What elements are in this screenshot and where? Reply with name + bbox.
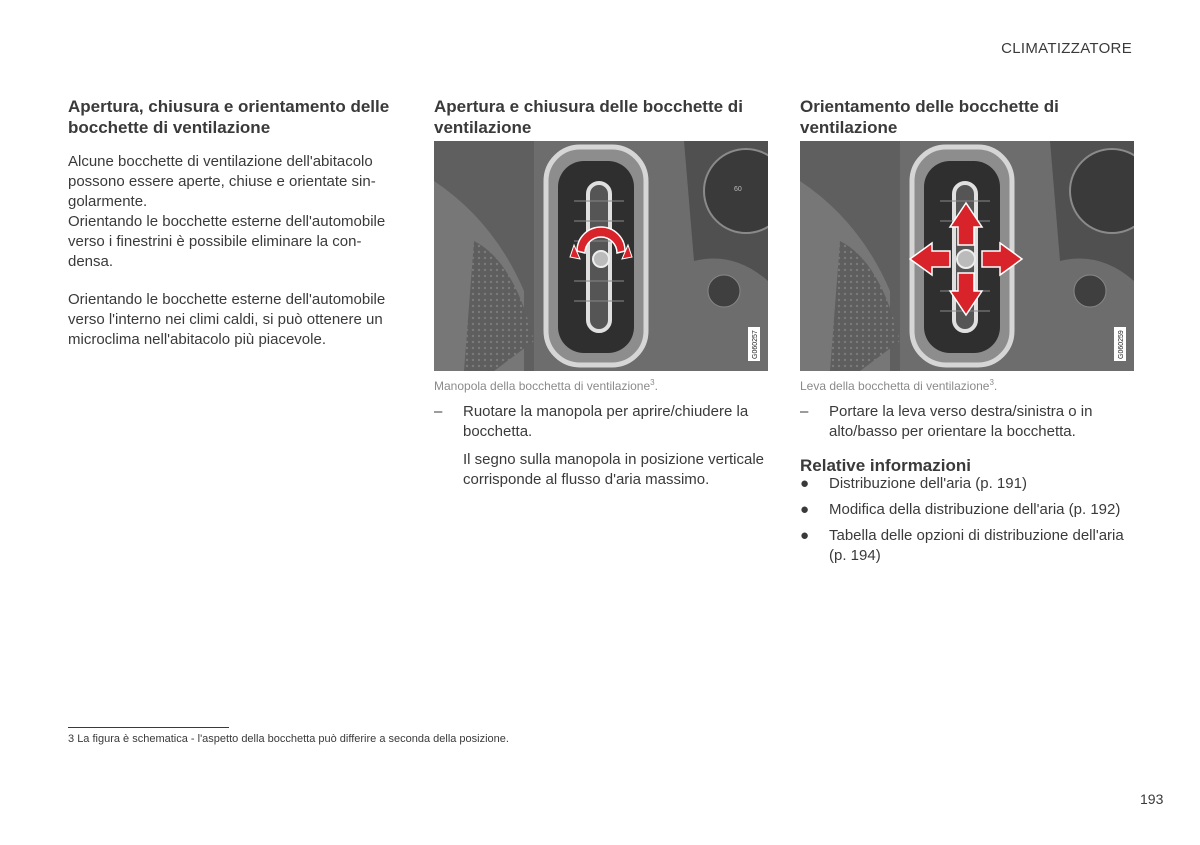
page-number: 193 [1140, 791, 1164, 807]
related-info-heading: Relative informazioni [800, 456, 971, 475]
orientation-column [800, 96, 1134, 138]
lead-paragraph: Alcune bocchette di ventilazione dell'abitacolo possono essere aperte, chiuse e orientate sin-golarmente. [68, 153, 376, 210]
rotate-step-text: Ruotare la manopola per aprire/chiudere la bocchetta. [463, 403, 749, 440]
footnote: 3 La figura è schematica - l'aspetto della bocchetta può differire a seconda della posizione. [68, 733, 509, 745]
figure-code-label: G060257 [752, 330, 759, 359]
related-link-change-distribution[interactable]: ● Modifica della distribuzione dell'aria (p. 192) [800, 501, 1121, 518]
lever-caption: Leva della bocchetta di ventilazione$^3$. [800, 378, 998, 393]
step-marker: – [800, 403, 809, 420]
intro-column [68, 96, 393, 350]
vent-lever-illustration [800, 141, 1134, 371]
max-flow-note: Il segno sulla manopola in posizione verticale corrisponde al flusso d'aria massimo. [463, 451, 765, 488]
vent-knob-figure [434, 141, 768, 371]
open-close-heading: Apertura e chiusura delle bocchette di ventilazione [434, 97, 743, 137]
main-heading: Apertura, chiusura e orientamento delle bocchette di ventilazione [68, 97, 390, 137]
svg-text:60: 60 [734, 186, 742, 193]
footnote-ref: 3 [650, 378, 655, 387]
figure-code-label: G060259 [1118, 330, 1125, 359]
rotate-step [434, 402, 768, 444]
section-header: CLIMATIZZATORE [1001, 40, 1132, 57]
paragraph-microclimate: Orientando le bocchette esterne dell'automobile verso l'interno nei climi caldi, si può ottenere un microclima nell'abitacolo più piacevole. [68, 291, 386, 348]
related-link-air-distribution[interactable]: ● Distribuzione dell'aria (p. 191) [800, 475, 1027, 492]
related-link-distribution-table[interactable]: ● Tabella delle opzioni di distribuzione dell'aria (p. 194) [800, 527, 1124, 564]
orient-step-text: Portare la leva verso destra/sinistra o in alto/basso per orientare la bocchetta. [829, 403, 1093, 440]
step-marker: – [434, 403, 443, 420]
knob-caption: Manopola della bocchetta di ventilazione$^3$. [434, 378, 658, 393]
bullet-icon: ● [800, 527, 810, 544]
orientation-heading: Orientamento delle bocchette di ventilazione [800, 97, 1059, 137]
vent-lever-figure [800, 141, 1134, 371]
related-links-list [800, 474, 1140, 572]
open-close-column [434, 96, 768, 138]
footnote-divider [68, 727, 229, 728]
orient-step [800, 402, 1140, 444]
bullet-icon: ● [800, 475, 810, 492]
vent-knob-illustration [434, 141, 768, 371]
bullet-icon: ● [800, 501, 810, 518]
paragraph-condensation: Orientando le bocchette esterne dell'automobile verso i finestrini è possibile eliminare la con-densa. [68, 213, 386, 270]
footnote-ref: 3 [989, 378, 994, 387]
